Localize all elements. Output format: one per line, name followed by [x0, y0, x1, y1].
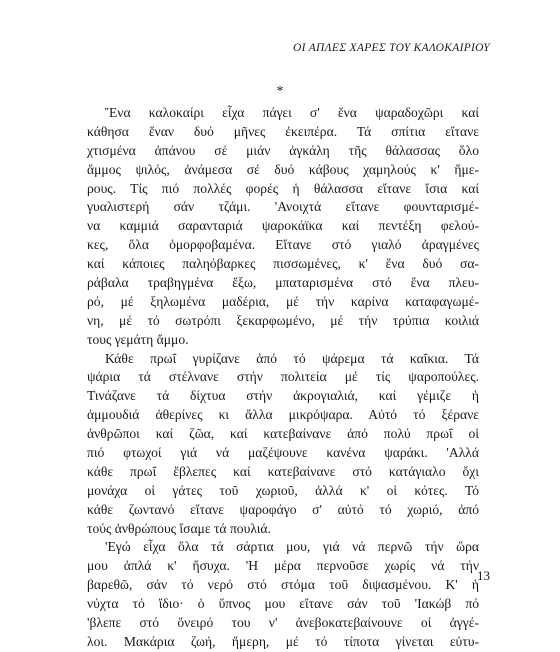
text-line: κάθε πρωΐ ἔβλεπες καί κατεβαίνανε στό κατάγιαλο ὄχι: [87, 463, 479, 479]
text-line: κάθε ζωντανό εἴτανε ψαροφάγο σ' αὐτό τό χωριό, ἀπό: [87, 501, 479, 517]
text-line: Κάθε πρωΐ γυρίζανε ἀπό τό ψάρεμα τά καΐκια. Τά: [105, 350, 479, 366]
text-line: μονάχα οἱ γάτες τοῦ χωριοῦ, ἀλλά κ' οἱ κότες. Τό: [87, 482, 479, 498]
text-line: κες, ὅλα ὁμορφοβαμένα. Εἴτανε στό γιαλό ἀραγμένες: [87, 237, 479, 253]
text-line: ρό, μέ ξηλωμένα μαδέρια, μέ τήν καρίνα καταφαγωμέ-: [87, 293, 479, 309]
text-line: ἀνθρῶποι καί ζῶα, καί κατεβαίνανε ἀπό πολύ πρωΐ οἱ: [87, 426, 479, 442]
text-line: Ἕνα καλοκαίρι εἶχα πάγει σ' ἕνα ψαραδοχῶρι καί: [105, 105, 479, 120]
text-line: μου ἀπλά κ' ἥσυχα. 'Η μέρα περνοῦσε χωρίς νά τήν: [87, 558, 479, 574]
text-line: 'Εγώ εἶχα ὅλα τά σάρτια μου, γιά νά περνῶ τήν ὥρα: [105, 539, 479, 555]
text-line: νη, μέ τό σωτρόπι ξεκαρφωμένο, μέ τήν τρύπια κοιλιά: [87, 312, 479, 328]
text-line: νύχτα τό ἴδιο· ὁ ὕπνος μου εἴτανε σάν τοῦ 'Ιακώβ πό: [87, 596, 479, 612]
text-line: ράβαλα τραβηγμένα ἔξω, μπαταρισμένα στό ἕνα πλευ-: [87, 275, 479, 291]
text-line: τους γεμάτη ἄμμο.: [87, 331, 189, 347]
text-line: να καμμιά σαρανταριά ψαροκάϊκα καί πεντέξη φελού-: [87, 218, 479, 234]
text-line: τούς ἀνθρώπους ἴσαμε τά πουλιά.: [87, 520, 271, 536]
text-line: καί κάποιες παληόβαρκες πισσωμένες, κ' ἕνα δυό σα-: [87, 256, 479, 272]
text-line: 'βλεπε στό ὄνειρό του ν' ἀνεβοκατεβαίνουνε οἱ ἀγγέ-: [87, 615, 479, 631]
text-line: ἀμμουδιά ἀθερίνες κι ἄλλα μικρόψαρα. Αὐτό τό ξέρανε: [87, 407, 479, 423]
text-line: κάθησα ἕναν δυό μῆνες ἐκειπέρα. Τά σπίτια εἴτανε: [87, 123, 479, 139]
body-text: [87, 104, 479, 652]
text-line: γυαλιστερή σάν τζάμι. 'Ανοιχτά εἴτανε φουνταρισμέ-: [87, 199, 479, 215]
page-number: 13: [477, 568, 490, 583]
running-head: ΟΙ ΑΠΛΕΣ ΧΑΡΕΣ ΤΟΥ ΚΑΛΟΚΑΙΡΙΟΥ: [293, 42, 490, 54]
section-separator: *: [276, 84, 284, 99]
text-line: ρους. Τίς πιό πολλές φορές ἡ θάλασσα εἴτανε ἴσια καί: [87, 180, 479, 196]
text-line: ἄμμος ψιλός, ἀνάμεσα σέ δυό κάβους χαμηλούς κ' ἥμε-: [87, 161, 479, 177]
text-line: πιό φτωχοί γιά νά μαζέψουνε κανένα ψαράκι. 'Αλλά: [87, 445, 479, 461]
text-line: ψάρια τά στέλνανε στήν πολιτεία μέ τίς ψαροπούλες.: [87, 369, 479, 385]
text-line: χτισμένα ἀπάνου σέ μιάν ἀγκάλη τῆς θάλασσας ὅλο: [87, 142, 479, 158]
text-line: βαρεθῶ, σάν τό νερό στό στόμα τοῦ διψασμένου. Κ' ἡ: [87, 577, 479, 593]
text-line: λοι. Μακάρια ζωή, ἥμερη, μέ τό τίποτα γίνεται εὐτυ-: [87, 633, 479, 649]
text-line: Τινάζανε τά δίχτυα στήν ἀκρογιαλιά, καί γέμιζε ἡ: [87, 388, 479, 404]
